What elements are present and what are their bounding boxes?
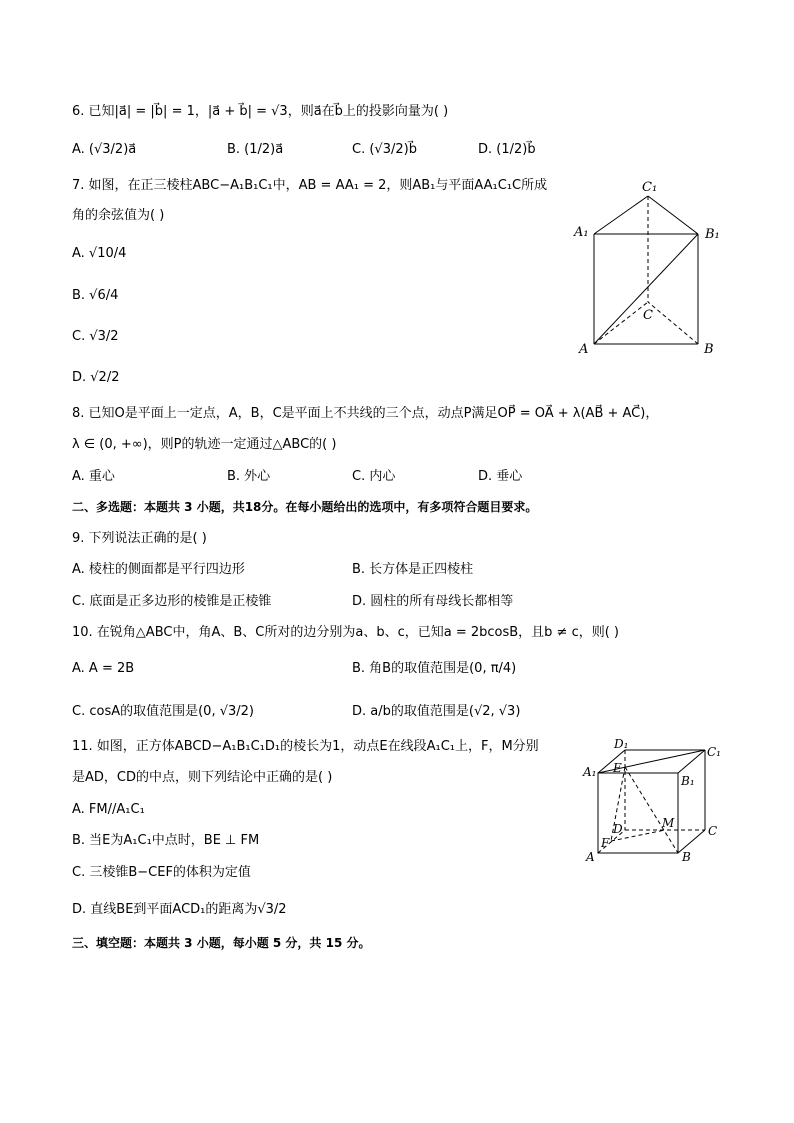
q6-option-b: B. (1/2)a⃗ [227, 142, 284, 157]
q9-option-c: C. 底面是正多边形的棱锥是正棱锥 [72, 594, 272, 609]
q11-option-d: D. 直线BE到平面ACD₁的距离为√3/2 [72, 902, 287, 917]
label-m: M [662, 816, 675, 830]
label-a1-cube: A₁ [583, 765, 597, 779]
label-b-cube: B [682, 850, 691, 864]
q8-stem-line2: λ ∈ (0, +∞)，则P的轨迹一定通过△ABC的( ) [72, 437, 337, 452]
q8-option-c: C. 内心 [352, 469, 396, 484]
q11-option-c: C. 三棱锥B−CEF的体积为定值 [72, 865, 251, 880]
label-c-cube: C [708, 824, 718, 838]
q6-option-c: C. (√3/2)b⃗ [352, 142, 417, 157]
label-b1: B₁ [705, 227, 720, 242]
label-c: C [643, 308, 653, 323]
q7-option-a: A. √10/4 [72, 246, 127, 261]
q11-option-b: B. 当E为A₁C₁中点时，BE ⊥ FM [72, 833, 260, 848]
q9-option-a: A. 棱柱的侧面都是平行四边形 [72, 562, 245, 577]
q8-stem-line1: 8. 已知O是平面上一定点，A，B，C是平面上不共线的三个点，动点P满足OP⃗ = OA⃗ + λ(AB⃗ + AC⃗)， [72, 406, 659, 421]
prism-figure [560, 176, 740, 361]
label-c1: C₁ [642, 180, 658, 195]
q6-stem: 6. 已知|a⃗| = |b⃗| = 1，|a⃗ + b⃗| = √3，则a⃗在b⃗上的投影向量为( ) [72, 104, 449, 119]
q11-stem-line1: 11. 如图，正方体ABCD−A₁B₁C₁D₁的棱长为1，动点E在线段A₁C₁上，F，M分别 [72, 739, 539, 754]
label-a1: A₁ [574, 225, 589, 240]
q9-option-d: D. 圆柱的所有母线长都相等 [352, 594, 514, 609]
section2-title: 二、多选题：本题共 3 小题，共18分。在每小题给出的选项中，有多项符合题目要求。 [72, 500, 538, 514]
label-d1: D₁ [614, 737, 629, 751]
q10-stem: 10. 在锐角△ABC中，角A、B、C所对的边分别为a、b、c，已知a = 2bcosB，且b ≠ c，则( ) [72, 625, 619, 640]
label-c1-cube: C₁ [707, 745, 721, 759]
q8-option-a: A. 重心 [72, 469, 115, 484]
label-a-cube: A [586, 850, 595, 864]
q7-option-c: C. √3/2 [72, 329, 119, 344]
q6-option-a: A. (√3/2)a⃗ [72, 142, 137, 157]
q8-option-d: D. 垂心 [478, 469, 523, 484]
q8-option-b: B. 外心 [227, 469, 271, 484]
q7-option-d: D. √2/2 [72, 370, 120, 385]
label-b: B [704, 342, 714, 357]
label-d: D [613, 822, 623, 836]
q10-option-d: D. a/b的取值范围是(√2, √3) [352, 704, 521, 719]
q7-stem-line1: 7. 如图，在正三棱柱ABC−A₁B₁C₁中，AB = AA₁ = 2，则AB₁与平面AA₁C₁C所成 [72, 178, 548, 193]
q11-stem-line2: 是AD，CD的中点，则下列结论中正确的是( ) [72, 770, 333, 785]
q7-stem-line2: 角的余弦值为( ) [72, 208, 165, 223]
cube-figure [578, 734, 728, 870]
q10-option-c: C. cosA的取值范围是(0, √3/2) [72, 704, 254, 719]
q6-option-d: D. (1/2)b⃗ [478, 142, 536, 157]
q11-option-a: A. FM//A₁C₁ [72, 802, 145, 817]
label-f: F [601, 836, 610, 850]
label-e: E [613, 761, 622, 775]
label-a: A [579, 342, 589, 357]
q9-stem: 9. 下列说法正确的是( ) [72, 531, 207, 546]
q10-option-b: B. 角B的取值范围是(0, π/4) [352, 661, 517, 676]
q10-option-a: A. A = 2B [72, 661, 135, 676]
section3-title: 三、填空题：本题共 3 小题，每小题 5 分，共 15 分。 [72, 936, 371, 950]
label-b1-cube: B₁ [681, 774, 695, 788]
q7-option-b: B. √6/4 [72, 288, 119, 303]
q9-option-b: B. 长方体是正四棱柱 [352, 562, 474, 577]
